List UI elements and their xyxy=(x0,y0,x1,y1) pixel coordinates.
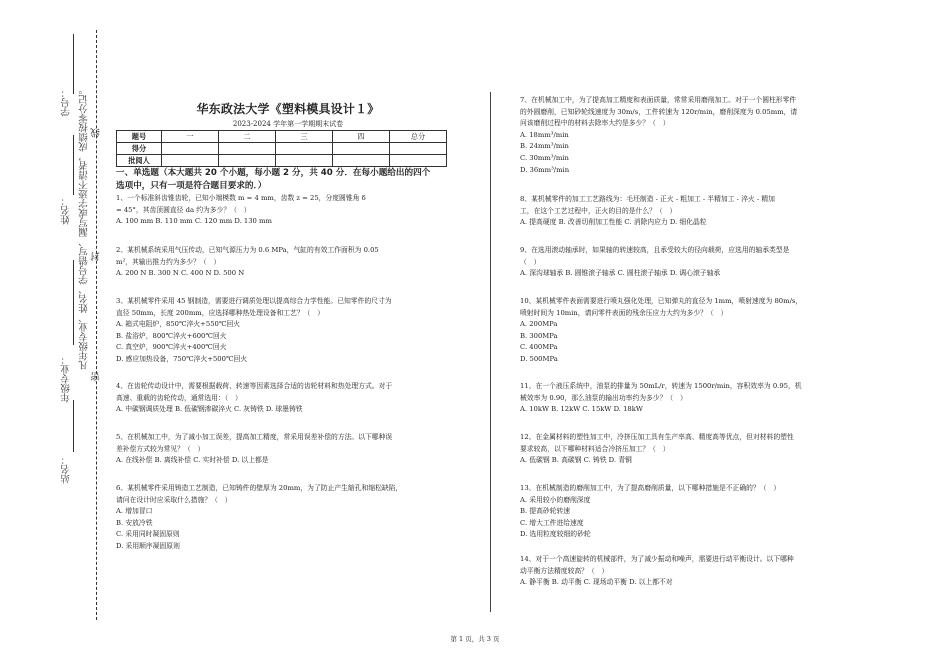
exam-subtitle: 2023-2024 学年第一学期期末试卷 xyxy=(232,120,344,128)
question-stem: 10、某机械零件表面需要进行喷丸强化处理，已知弹丸的直径为 1mm，喷射速度为 80m/s， xyxy=(520,297,803,305)
question-option: D. 36mm³/min xyxy=(520,165,570,174)
question-stem: 12、在金属材料的塑性加工中，冷挤压加工具有生产率高、精度高等优点，但对材料的塑性 xyxy=(520,433,794,441)
question-option: A. 箱式电阻炉，850℃淬火+550℃回火 xyxy=(116,320,241,329)
score-table-cell[interactable] xyxy=(276,155,333,167)
question-option: B. 盐浴炉，800℃淬火+600℃回火 xyxy=(116,331,227,340)
question-stem: 喷射时间为 10min，请问零件表面的残余压应力大约为多少？（ ） xyxy=(520,308,728,317)
question-item xyxy=(520,95,797,176)
question-stem: 13、在机械制造的磨削加工中，为了提高磨削质量，以下哪种措施是不正确的？（ ） xyxy=(520,484,781,492)
score-table-cell[interactable] xyxy=(219,143,276,155)
question-stem: 8、某机械零件的加工工艺路线为：毛坯制造 - 正火 - 粗加工 - 半精加工 - 淬火 - 精加 xyxy=(520,195,775,203)
question-item xyxy=(520,381,802,416)
question-stem: 要求较高，以下哪种材料适合冷挤压加工？（ ） xyxy=(520,444,670,453)
seal-char-xian: 线 xyxy=(91,128,102,138)
question-option: A. 200 N B. 300 N C. 400 N D. 500 N xyxy=(116,269,245,278)
score-table-score-row xyxy=(117,143,447,155)
question-stem: 械效率为 0.90，那么油泵的输出功率约为多少？（ ） xyxy=(520,393,687,402)
question-stem: 请问在设计时应采取什么措施？（ ） xyxy=(116,495,232,504)
score-table-cell[interactable] xyxy=(390,143,447,155)
score-table-cell[interactable] xyxy=(162,143,219,155)
score-table-cell: 一 xyxy=(162,131,219,143)
exam-title: 华东政法大学《塑料模具设计１》 xyxy=(196,102,380,116)
score-table-cell[interactable] xyxy=(219,155,276,167)
score-table-cell[interactable] xyxy=(390,155,447,167)
question-item xyxy=(520,432,794,467)
question-option: D. 500MPa xyxy=(520,354,558,363)
score-table xyxy=(116,130,447,167)
question-stem: 7、在机械加工中，为了提高加工精度和表面质量，常常采用磨削加工。对于一个圆柱形零件 xyxy=(520,96,797,104)
name-underline xyxy=(73,135,74,195)
question-stem: 动平衡方法精度较高？（ ） xyxy=(520,566,609,575)
score-table-cell: 得分 xyxy=(117,143,162,155)
seal-char-feng: 封 xyxy=(91,252,102,262)
score-table-cell: 题号 xyxy=(117,131,162,143)
question-option: D. 感应加热设备，750℃淬火+500℃回火 xyxy=(116,354,248,363)
question-option: A. 200MPa xyxy=(520,320,558,329)
question-option: A. 在线补偿 B. 离线补偿 C. 实时补偿 D. 以上都是 xyxy=(116,456,269,465)
question-stem: 高速、重载的齿轮传动，通常选用：（ ） xyxy=(116,393,242,402)
seal-char-mi: 密 xyxy=(91,372,102,382)
question-option: B. 安放冷铁 xyxy=(116,518,153,527)
question-item xyxy=(116,296,392,366)
question-stem: 问该磨削过程中的材料去除率大约是多少？（ ） xyxy=(520,119,670,128)
score-table-header-row xyxy=(117,131,447,143)
question-option: D. 采用顺序凝固原则 xyxy=(116,541,180,550)
question-stem: 5、在机械加工中，为了减小加工误差，提高加工精度，常采用误差补偿的方法。以下哪种误 xyxy=(116,433,393,441)
question-stem: 9、在选用滚动轴承时，如果轴的转速较高，且承受较大的径向载荷，应选用的轴承类型是 xyxy=(520,246,790,254)
question-option: A. 增加冒口 xyxy=(116,507,153,516)
question-stem: 的外圆磨削，已知砂轮线速度为 30m/s，工件转速为 120r/min，磨削深度为 0.05mm，请 xyxy=(520,107,798,116)
question-stem: = 45°，其齿顶圆直径 da 约为多少？（ ） xyxy=(116,205,251,214)
question-item xyxy=(116,381,392,416)
section-heading-line: 选项中，只有一项是符合题目要求的．） xyxy=(116,181,267,191)
question-item xyxy=(116,193,366,228)
question-stem: 14、对于一个高速旋转的机械部件，为了减少振动和噪声，需要进行动平衡设计。以下哪种 xyxy=(520,555,794,563)
question-stem: 11、在一个液压系统中，油泵的排量为 50mL/r，转速为 1500r/min，容积效率为 0.95，机 xyxy=(520,382,802,390)
binding-dash-line xyxy=(96,30,97,620)
question-item xyxy=(116,483,402,553)
question-stem: 4、在齿轮传动设计中，需要根据载荷、转速等因素选择合适的齿轮材料和热处理方式。对于 xyxy=(116,382,393,390)
question-option: C. 采用同时凝固原则 xyxy=(116,530,180,539)
question-option: A. 采用较小的磨削深度 xyxy=(520,495,591,504)
score-table-cell: 批阅人 xyxy=(117,155,162,167)
question-stem: 2、某机械系统采用气压传动，已知气源压力为 0.6 MPa，气缸的有效工作面积为 0.05 xyxy=(116,246,379,254)
question-option: A. 100 mm B. 110 mm C. 120 mm D. 130 mm xyxy=(116,217,272,226)
question-item xyxy=(116,432,392,467)
question-item xyxy=(520,194,775,229)
score-table-cell: 二 xyxy=(219,131,276,143)
question-item xyxy=(520,554,794,589)
question-option: C. 增大工件进给速度 xyxy=(520,518,584,527)
question-option: C. 400MPa xyxy=(520,343,558,352)
question-option: B. 提高砂轮转速 xyxy=(520,507,571,516)
question-option: A. 中碳钢调质处理 B. 低碳钢渗碳淬火 C. 灰铸铁 D. 球墨铸铁 xyxy=(116,405,303,414)
question-stem: 工，在这个工艺过程中，正火的目的是什么？（ ） xyxy=(520,206,677,215)
score-table-cell: 三 xyxy=(276,131,333,143)
binding-notice: 凡年级专业、姓名、学号错写、漏写或字迹不清者，成绩按零分记。 xyxy=(79,85,90,370)
score-table-cell[interactable] xyxy=(333,155,390,167)
question-option: A. 静平衡 B. 动平衡 C. 现场动平衡 D. 以上都不对 xyxy=(520,578,673,587)
question-stem: 1、一个标准斜齿锥齿轮，已知小端模数 m = 4 mm，齿数 z = 25，分度圆锥角 δ xyxy=(116,194,366,202)
score-table-cell[interactable] xyxy=(333,143,390,155)
score-table-cell[interactable] xyxy=(276,143,333,155)
name-label: 姓名： xyxy=(61,196,72,225)
station-label: 站名： xyxy=(61,455,72,484)
question-option: C. 30mm³/min xyxy=(520,153,569,162)
station-underline xyxy=(73,400,74,452)
question-option: B. 24mm³/min xyxy=(520,142,569,151)
page-footer: 第 1 页，共 3 页 xyxy=(450,635,500,643)
question-stem: 3、某机械零件采用 45 钢制造，需要进行调质处理以提高综合力学性能。已知零件的尺寸为 xyxy=(116,297,392,305)
score-table-cell[interactable] xyxy=(162,155,219,167)
question-option: B. 300MPa xyxy=(520,331,558,340)
score-table-grader-row xyxy=(117,155,447,167)
student-id-label: 学号： xyxy=(61,88,72,117)
question-option: A. 18mm³/min xyxy=(520,130,569,139)
question-option: A. 低碳钢 B. 高碳钢 C. 铸铁 D. 青铜 xyxy=(520,456,632,465)
question-item xyxy=(520,483,780,541)
student-id-underline xyxy=(73,34,74,94)
score-table-cell: 四 xyxy=(333,131,390,143)
question-item xyxy=(520,296,802,366)
question-stem: 差补偿方式较为常见？（ ） xyxy=(116,444,205,453)
section-heading-line: 一、单选题（本大题共 20 个小题，每小题 2 分，共 40 分．在每小题给出的四个 xyxy=(116,168,431,178)
question-stem: （ ） xyxy=(520,257,541,266)
question-option: A. 10kW B. 12kW C. 15kW D. 18kW xyxy=(520,405,643,414)
grade-major-label: 年级专业： xyxy=(61,355,72,403)
question-stem: m²，其输出推力约为多少？（ ） xyxy=(116,257,221,266)
question-option: A. 提高硬度 B. 改善切削加工性能 C. 消除内应力 D. 细化晶粒 xyxy=(520,218,707,227)
question-option: C. 真空炉，900℃淬火+400℃回火 xyxy=(116,343,227,352)
question-item xyxy=(520,245,789,280)
score-table-cell: 总分 xyxy=(390,131,447,143)
question-item xyxy=(116,245,379,280)
question-stem: 直径 50mm，长度 200mm，应选择哪种热处理设备和工艺？（ ） xyxy=(116,308,325,317)
question-option: D. 选用粒度较细的砂轮 xyxy=(520,530,591,539)
column-divider xyxy=(490,92,491,612)
section-heading xyxy=(116,167,480,193)
question-option: A. 深沟球轴承 B. 圆锥滚子轴承 C. 圆柱滚子轴承 D. 调心滚子轴承 xyxy=(520,269,721,278)
question-stem: 6、某机械零件采用铸造工艺制造，已知铸件的壁厚为 20mm，为了防止产生缩孔和缩松缺陷， xyxy=(116,484,403,492)
grade-major-underline xyxy=(73,260,74,345)
